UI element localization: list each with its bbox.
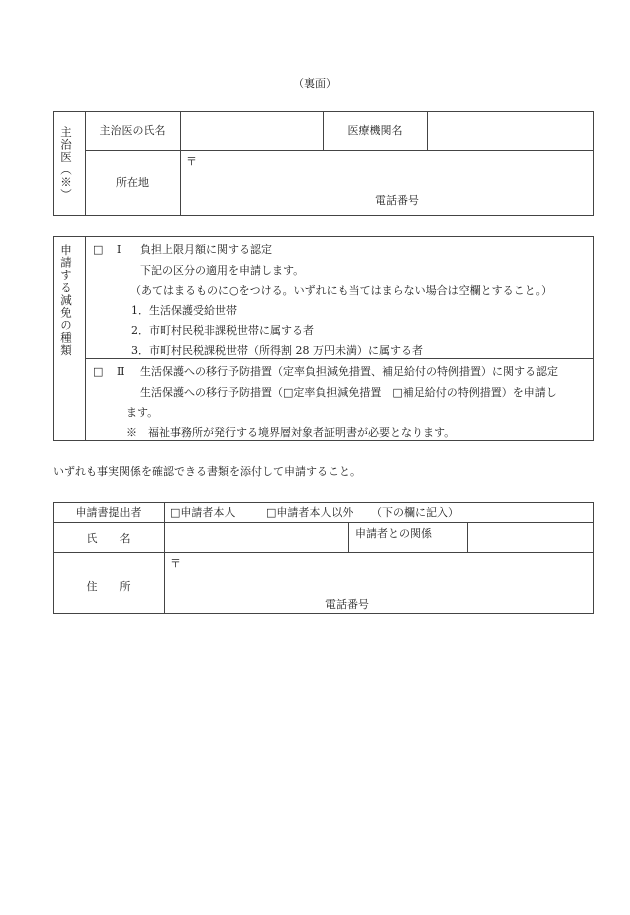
reduction-section-label: 申請する減免の種類 bbox=[59, 244, 73, 357]
option-other-note: （下の欄に記入） bbox=[371, 506, 459, 519]
page-title: （裏面） bbox=[293, 77, 337, 90]
divider bbox=[85, 236, 86, 441]
item1-numeral: Ⅰ bbox=[117, 243, 122, 256]
divider bbox=[53, 522, 594, 523]
physician-name-label: 主治医の氏名 bbox=[99, 124, 166, 137]
item1-option-2[interactable]: 2．市町村民税非課税世帯に属する者 bbox=[131, 324, 314, 337]
item2-note: ※ 福祉事務所が発行する境界層対象者証明書が必要となります。 bbox=[126, 426, 456, 439]
divider bbox=[164, 502, 165, 614]
phone-label: 電話番号 bbox=[375, 194, 419, 207]
applicant-address-label: 住 所 bbox=[86, 580, 131, 593]
item2-checkbox[interactable]: □ bbox=[93, 365, 104, 378]
item1-option-3[interactable]: 3．市町村民税課税世帯（所得割 28 万円未満）に属する者 bbox=[131, 344, 423, 357]
option-other-checkbox[interactable]: □申請者本人以外 bbox=[266, 506, 354, 519]
address-label: 所在地 bbox=[116, 176, 149, 189]
divider bbox=[180, 111, 181, 216]
relation-label: 申請者との関係 bbox=[355, 527, 432, 540]
divider bbox=[85, 358, 594, 359]
attachment-note: いずれも事実関係を確認できる書類を添付して申請すること。 bbox=[53, 465, 361, 478]
item1-checkbox[interactable]: □ bbox=[93, 243, 104, 256]
option-self-checkbox[interactable]: □申請者本人 bbox=[170, 506, 236, 519]
submitter-label: 申請書提出者 bbox=[75, 506, 142, 519]
item2-title: 生活保護への移行予防措置（定率負担減免措置、補足給付の特例措置）に関する認定 bbox=[140, 365, 558, 378]
divider bbox=[53, 552, 594, 553]
applicant-name-label: 氏 名 bbox=[86, 532, 131, 545]
divider bbox=[348, 522, 349, 552]
item1-line2: （あてはまるものに○をつける。いずれにも当てはまらない場合は空欄とすること。） bbox=[130, 284, 553, 297]
institution-label: 医療機関名 bbox=[347, 124, 403, 137]
applicant-postal-mark: 〒 bbox=[170, 557, 181, 570]
item1-title: 負担上限月額に関する認定 bbox=[140, 243, 272, 256]
divider bbox=[427, 111, 428, 151]
physician-section-label: 主治医（※） bbox=[59, 126, 73, 201]
item2-line2: ます。 bbox=[126, 406, 159, 419]
postal-mark: 〒 bbox=[186, 155, 197, 168]
applicant-phone-label: 電話番号 bbox=[325, 598, 369, 611]
item1-option-1[interactable]: 1．生活保護受給世帯 bbox=[131, 304, 237, 317]
divider bbox=[467, 522, 468, 552]
item2-line1: 生活保護への移行予防措置（□定率負担減免措置 □補足給付の特例措置）を申請し bbox=[140, 386, 557, 399]
divider bbox=[85, 150, 594, 151]
item1-line1: 下記の区分の適用を申請します。 bbox=[140, 264, 305, 277]
item2-numeral: Ⅱ bbox=[117, 365, 125, 378]
